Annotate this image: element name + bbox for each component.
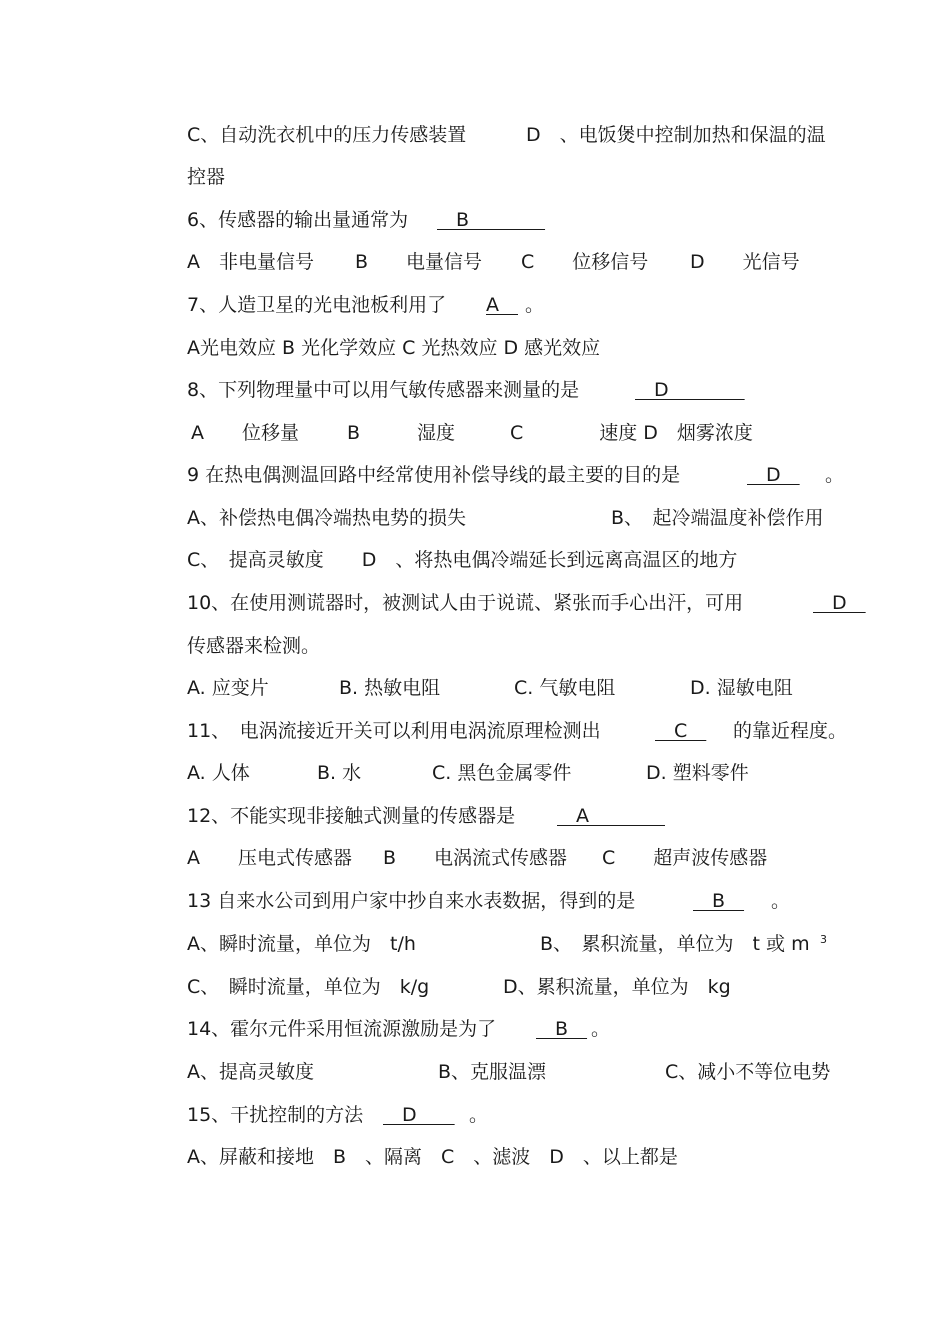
line-q5-continuation bbox=[187, 164, 890, 190]
question-14 bbox=[187, 1016, 890, 1042]
answer-blank: D bbox=[813, 592, 866, 614]
question-9-options-ab bbox=[187, 505, 890, 531]
option-b: B. 热敏电阻 bbox=[339, 677, 441, 699]
option-d: D 光信号 bbox=[690, 251, 800, 273]
option-b: B、克服温漂 bbox=[438, 1061, 547, 1083]
question-text: 传感器来检测。 bbox=[187, 635, 321, 657]
question-9 bbox=[187, 462, 890, 488]
question-9-options-cd bbox=[187, 547, 890, 573]
question-end: 的靠近程度。 bbox=[733, 720, 848, 742]
option-c: C. 黑色金属零件 bbox=[432, 762, 572, 784]
option-a: A、补偿热电偶冷端热电势的损失 bbox=[187, 507, 466, 529]
option-c: C、 瞬时流量，单位为 k/g bbox=[187, 976, 430, 998]
options-text: A光电效应 B 光化学效应 C 光热效应 D 感光效应 bbox=[187, 337, 601, 359]
question-text: 7、人造卫星的光电池板利用了 bbox=[187, 294, 447, 316]
question-text: 10、在使用测谎器时，被测试人由于说谎、紧张而手心出汗，可用 bbox=[187, 592, 744, 614]
option-b: B 湿度 bbox=[347, 422, 456, 444]
question-13-options-ab bbox=[187, 931, 890, 957]
line-q5-options-cd bbox=[187, 122, 890, 148]
text-continuation: 控器 bbox=[187, 166, 226, 188]
question-15-options bbox=[187, 1144, 890, 1170]
option-a: A 压电式传感器 bbox=[187, 847, 352, 869]
answer-blank: A bbox=[486, 294, 518, 316]
question-13-options-cd bbox=[187, 974, 890, 1000]
question-7 bbox=[187, 292, 890, 318]
answer-blank: D bbox=[635, 379, 745, 401]
options-text: A、屏蔽和接地 B 、隔离 C 、滤波 D 、以上都是 bbox=[187, 1146, 678, 1168]
option-a: A、瞬时流量，单位为 t/h bbox=[187, 933, 416, 955]
question-14-options bbox=[187, 1059, 890, 1085]
option-d: D. 塑料零件 bbox=[646, 762, 749, 784]
question-13 bbox=[187, 888, 890, 914]
question-text: 12、不能实现非接触式测量的传感器是 bbox=[187, 805, 516, 827]
question-6-options bbox=[187, 249, 890, 275]
question-12 bbox=[187, 803, 890, 829]
question-end: 。 bbox=[591, 1018, 611, 1040]
question-text: 8、下列物理量中可以用气敏传感器来测量的是 bbox=[187, 379, 580, 401]
question-end: 。 bbox=[771, 890, 791, 912]
answer-blank: B bbox=[536, 1018, 588, 1040]
question-text: 11、 电涡流接近开关可以利用电涡流原理检测出 bbox=[187, 720, 601, 742]
answer-blank: C bbox=[655, 720, 707, 742]
question-text: 9 在热电偶测温回路中经常使用补偿导线的最主要的目的是 bbox=[187, 464, 681, 486]
question-10 bbox=[187, 590, 890, 616]
option-a: A、提高灵敏度 bbox=[187, 1061, 314, 1083]
option-d: D 、电饭煲中控制加热和保温的温 bbox=[526, 124, 826, 146]
question-text: 13 自来水公司到用户家中抄自来水表数据，得到的是 bbox=[187, 890, 636, 912]
option-b: B. 水 bbox=[317, 762, 362, 784]
option-a: A. 应变片 bbox=[187, 677, 269, 699]
question-text: 14、霍尔元件采用恒流源激励是为了 bbox=[187, 1018, 497, 1040]
question-7-options bbox=[187, 335, 890, 361]
question-end: 。 bbox=[825, 464, 845, 486]
question-6 bbox=[187, 207, 890, 233]
answer-blank: A bbox=[557, 805, 665, 827]
answer-blank: D bbox=[383, 1104, 455, 1126]
superscript-3: 3 bbox=[820, 933, 827, 946]
question-12-options bbox=[187, 845, 890, 871]
question-11-options bbox=[187, 760, 890, 786]
option-c: C 位移信号 bbox=[521, 251, 649, 273]
option-b: B 电涡流式传感器 bbox=[383, 847, 568, 869]
option-a: A 非电量信号 bbox=[187, 251, 314, 273]
option-a: A. 人体 bbox=[187, 762, 250, 784]
answer-blank: D bbox=[747, 464, 800, 486]
question-10-continuation bbox=[187, 633, 890, 659]
question-text: 6、传感器的输出量通常为 bbox=[187, 209, 409, 231]
option-b: B 电量信号 bbox=[355, 251, 483, 273]
option-c: C 超声波传感器 bbox=[602, 847, 768, 869]
answer-blank: B bbox=[437, 209, 546, 231]
question-end: 。 bbox=[525, 294, 545, 316]
option-d: D、累积流量，单位为 kg bbox=[503, 976, 731, 998]
option-c: C、自动洗衣机中的压力传感装置 bbox=[187, 124, 467, 146]
option-c: C、减小不等位电势 bbox=[665, 1061, 831, 1083]
option-a: A 位移量 bbox=[191, 422, 299, 444]
question-15 bbox=[187, 1102, 890, 1128]
question-end: 。 bbox=[469, 1104, 489, 1126]
question-11 bbox=[187, 718, 890, 744]
question-10-options bbox=[187, 675, 890, 701]
answer-blank: B bbox=[693, 890, 745, 912]
option-d: D. 湿敏电阻 bbox=[690, 677, 793, 699]
question-8-options bbox=[187, 420, 890, 446]
option-b: B、 起冷端温度补偿作用 bbox=[611, 507, 824, 529]
options-text: C、 提高灵敏度 D 、将热电偶冷端延长到远离高温区的地方 bbox=[187, 549, 738, 571]
question-8 bbox=[187, 377, 890, 403]
option-c: C. 气敏电阻 bbox=[514, 677, 616, 699]
option-c-d: C 速度 D 烟雾浓度 bbox=[510, 422, 753, 444]
option-b: B、 累积流量，单位为 t 或 m bbox=[540, 933, 810, 955]
question-text: 15、干扰控制的方法 bbox=[187, 1104, 364, 1126]
